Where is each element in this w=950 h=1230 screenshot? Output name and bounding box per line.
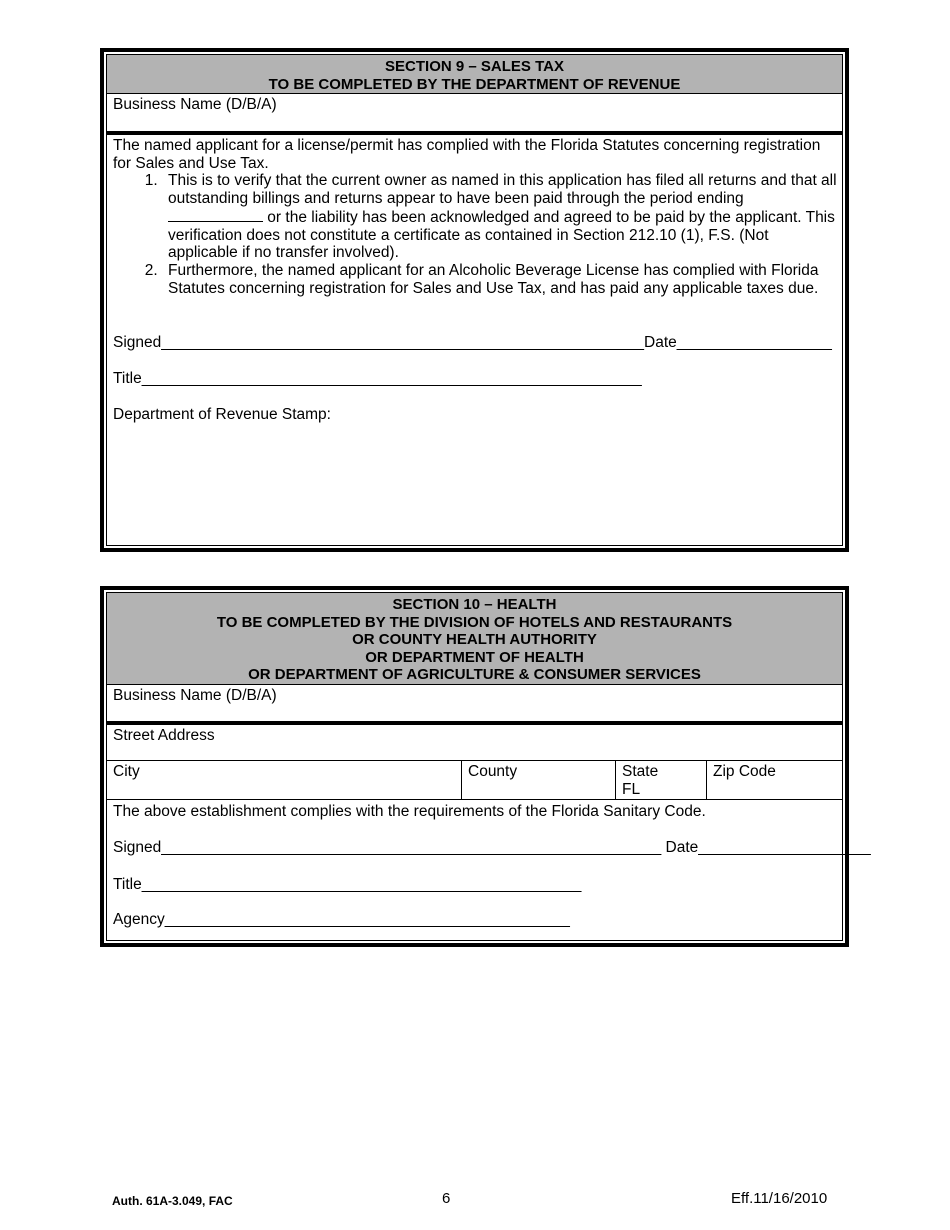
footer-page-number: 6 xyxy=(442,1190,451,1207)
s10-state-value: FL xyxy=(622,780,641,798)
s10-business-name-label: Business Name (D/B/A) xyxy=(113,686,277,704)
section-10-header xyxy=(107,593,842,685)
s10-state-label: State xyxy=(622,762,659,780)
s10-title-line[interactable]: Title___________________________________________________ xyxy=(113,876,582,893)
s9-item-2: 2. Furthermore, the named applicant for an Alcoholic Beverage License has complied with Florida Statutes concerning registration for Sales and Use Tax, and has paid any applicable taxes due. xyxy=(162,262,842,297)
section-9-title: SECTION 9 – SALES TAX xyxy=(385,58,564,75)
s9-item-1-text-b: or the liability has been acknowledged and agreed to be paid by the applicant. This verification does not constitute a certificate as contained in Section 212.10 (1), F.S. (Not applicable if no transfer involved). xyxy=(168,208,835,262)
s9-signed-date-line[interactable]: Signed________________________________________________________Date__________________ xyxy=(113,334,832,351)
footer-auth: Auth. 61A-3.049, FAC xyxy=(112,1194,233,1208)
section-9-subtitle: TO BE COMPLETED BY THE DEPARTMENT OF REVENUE xyxy=(268,75,681,93)
s10-header-line-1: SECTION 10 – HEALTH xyxy=(392,596,557,613)
s9-item-1 xyxy=(162,172,842,262)
s10-city-field[interactable] xyxy=(107,761,462,799)
s10-signed-date-line[interactable]: Signed__________________________________________________________ Date____________________ xyxy=(113,839,871,856)
s10-agency-line[interactable]: Agency_______________________________________________ xyxy=(113,911,570,928)
s9-intro: The named applicant for a license/permit has complied with the Florida Statutes concerning registration for Sales and Use Tax. xyxy=(113,137,821,172)
s10-header-line-4: OR DEPARTMENT OF HEALTH xyxy=(365,648,584,666)
s9-business-name-field[interactable] xyxy=(107,94,842,135)
s10-city-label: City xyxy=(113,762,140,780)
s10-header-line-3: OR COUNTY HEALTH AUTHORITY xyxy=(352,631,597,648)
s10-header-line-2: TO BE COMPLETED BY THE DIVISION OF HOTELS AND RESTAURANTS xyxy=(216,613,733,631)
section-9-header xyxy=(107,55,842,94)
period-ending-blank[interactable] xyxy=(168,208,263,222)
s10-address-row xyxy=(107,761,842,800)
section-9-box xyxy=(100,48,849,552)
s10-county-field[interactable] xyxy=(462,761,616,799)
s9-item-1-text-a: This is to verify that the current owner as named in this application has filed all returns and that all outstanding billings and returns appear to have been paid through the period ending xyxy=(168,172,837,208)
s10-header-line-5: OR DEPARTMENT OF AGRICULTURE & CONSUMER SERVICES xyxy=(248,666,701,683)
s9-stamp-label: Department of Revenue Stamp: xyxy=(113,406,331,423)
s10-street-address-field[interactable] xyxy=(107,725,842,761)
s10-zip-label: Zip Code xyxy=(713,762,776,780)
s10-street-address-label: Street Address xyxy=(113,726,215,744)
section-10-box xyxy=(100,586,871,947)
s9-list xyxy=(107,172,842,297)
s9-title-line[interactable]: Title__________________________________________________________ xyxy=(113,370,642,387)
s10-zip-field[interactable] xyxy=(707,761,842,799)
footer-effective-date: Eff.11/16/2010 xyxy=(731,1190,828,1207)
s10-complies-text: The above establishment complies with the requirements of the Florida Sanitary Code. xyxy=(113,803,706,820)
s10-county-label: County xyxy=(468,762,518,780)
s9-business-name-label: Business Name (D/B/A) xyxy=(113,96,277,113)
s10-state-field[interactable] xyxy=(616,761,707,799)
s10-business-name-field[interactable] xyxy=(107,685,842,725)
